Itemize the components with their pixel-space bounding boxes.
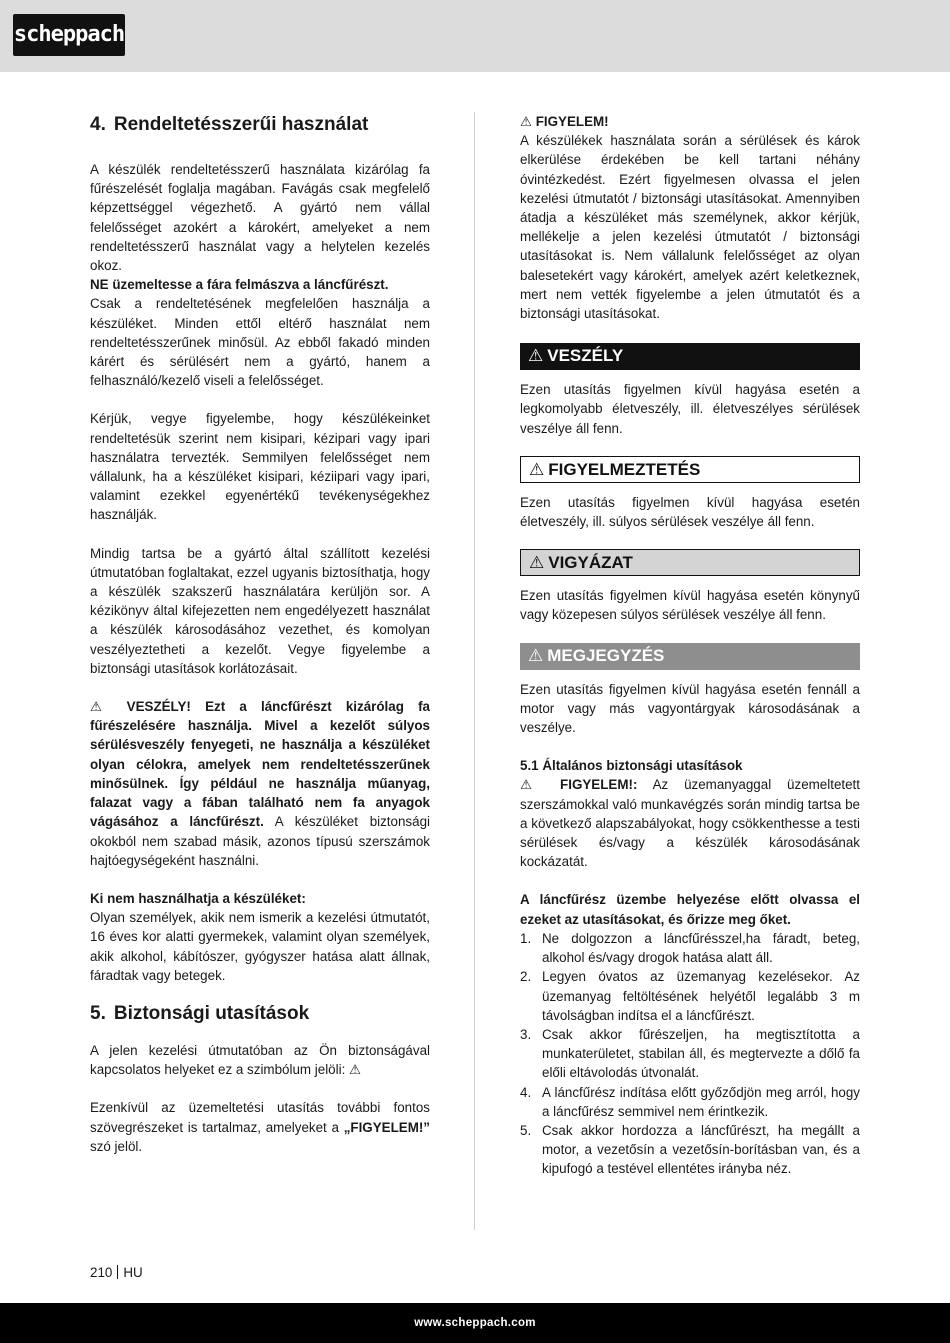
- section-4-heading: 4. Rendeltetésszerűi használat: [90, 114, 369, 135]
- warning-triangle-icon: ⚠: [529, 553, 545, 573]
- attention-title: ⚠ FIGYELEM!: [520, 114, 609, 129]
- paragraph: A készülékek használata során a sérülések és károk elkerülése érdekében be kell tartani néhány óvintézkedést. Ezért figyelmesen olvassa el jelen kezelési útmutatót / biztonsági utasításokat. Amennyiben átadja a készüléket más személynek, akkor kérjük, mellékelje a jelen kezelési útmutatót / biztonsági utasításokat is. Nem vállalunk felelősséget az olyan balesetekért vagy károkért, amelyek azért keletkeznek, mert nem vették figyelembe a jelen útmutatót és a biztonsági utasításokat.: [520, 133, 860, 322]
- list-item: 5. Csak akkor hordozza a láncfűrészt, ha megállt a motor, a vezetősín a vezetősín-borításban van, és a kipufogó a testével ellentétes irányba néz.: [520, 1122, 860, 1177]
- website-link[interactable]: www.scheppach.com: [414, 1317, 536, 1329]
- danger-paragraph: ⚠ VESZÉLY! Ezt a láncfűrészt kizárólag fa fűrészelésére használja. Mivel a kezelőt súlyos sérülésveszély fenyegeti, ne használja a készüléket olyan célokra, amelyek nem rendeltetésszerűnek minősülnek. Így például ne használja műanyag, falazat vagy a fában található nem fa anyagok vágásához a láncfűrészt. A készüléket biztonsági okokból nem szabad másik, azonos típusú szerszámok hajtóegységeként használni.: [90, 699, 430, 868]
- brand-logo: scheppach: [13, 14, 125, 56]
- list-item: 3. Csak akkor fűrészeljen, ha megtisztította a munkaterületet, stabilan áll, és megtervezte a dőlő fa előli eltávolodás útvonalát.: [520, 1026, 860, 1081]
- warning-triangle-icon: ⚠: [528, 346, 544, 366]
- paragraph: A jelen kezelési útmutatóban az Ön biztonságával kapcsolatos helyeket ez a szimbólum jelöli: ⚠: [90, 1042, 430, 1078]
- rules-list: [520, 929, 860, 1179]
- warning-triangle-icon: ⚠: [528, 645, 544, 665]
- paragraph: Ezenkívül az üzemeltetési utasítás további fontos szövegrészeket is tartalmaz, amelyeket a „FIGYELEM!” szó jelöl.: [90, 1100, 430, 1154]
- paragraph: A készülék rendeltetésszerű használata kizárólag fa fűrészelését foglalja magában. Favágás csak megfelelő képzettséggel végezhető. A gyártó nem vállal felelősséget azokért a károkért, amelyeket a nem rendeltetésszerű használat vagy a helytelen kezelés okoz.: [90, 162, 430, 274]
- paragraph: Csak a rendeltetésének megfelelően használja a készüléket. Minden ettől eltérő használat nem rendeltetésszerűnek minősül. Az ebből fakadó minden kárért és sérülésért nem a gyártó, hanem a felhasználó/kezelő viseli a felelősséget.: [90, 296, 430, 389]
- danger-box: ⚠ VESZÉLY: [520, 343, 860, 370]
- paragraph: Ezen utasítás figyelmen kívül hagyása esetén életveszély, ill. súlyos sérülések veszélye áll fenn.: [520, 494, 860, 530]
- subheading: Ki nem használhatja a készüléket:: [90, 890, 306, 906]
- paragraph: Mindig tartsa be a gyártó által szállított kezelési útmutatóban foglaltakat, ezzel ugyanis biztosíthatja, hogy a készülék szakszerű használatára kerüljön sor. A kézikönyv által kifejezetten nem engedélyezett használat a készülék károsodásához vezethet, és komolyan veszélyeztetheti a kezelőt. Vegye figyelembe a biztonsági utasítások korlátozásait.: [90, 545, 430, 676]
- paragraph: Kérjük, vegye figyelembe, hogy készülékeinket rendeltetésük szerint nem kisipari, kézipari vagy ipari használatra tervezték. Semmilyen felelősséget nem vállalunk, ha a készüléket kisipari, kéziipari vagy ipari, valamint ezekkel egyenértékű tevékenységekhez használják.: [90, 411, 430, 523]
- paragraph: Ezen utasítás figyelmen kívül hagyása esetén a legkomolyabb életveszély, ill. életveszélyes sérülések veszélye áll fenn.: [520, 382, 860, 436]
- footer-bar: [0, 1303, 950, 1343]
- paragraph-bold: A láncfűrész üzembe helyezése előtt olvassa el ezeket az utasításokat, és őrizze meg őket.: [520, 892, 860, 927]
- paragraph: Ezen utasítás figyelmen kívül hagyása esetén könynyű vagy közepesen súlyos sérülések veszélye áll fenn.: [520, 588, 860, 623]
- note-box: ⚠ MEGJEGYZÉS: [520, 643, 860, 670]
- paragraph-bold: NE üzemeltesse a fára felmászva a láncfűrészt.: [90, 277, 389, 293]
- paragraph: ⚠ FIGYELEM!: Az üzemanyaggal üzemeltetett szerszámokkal való munkavégzés során mindig tartsa be a következő alapszabályokat, hogy csökkenthesse a testi sérülések és/vagy a készülék károsodásának kockázatát.: [520, 777, 860, 870]
- subsection-5-1-heading: 5.1 Általános biztonsági utasítások: [520, 758, 743, 774]
- paragraph: Ezen utasítás figyelmen kívül hagyása esetén fennáll a motor vagy más vagyontárgyak károsodásának a veszélye.: [520, 681, 860, 736]
- list-item: 4. A láncfűrész indítása előtt győződjön meg arról, hogy a láncfűrész semmivel nem érintkezik.: [520, 1084, 860, 1119]
- right-column: [520, 112, 860, 1179]
- section-5-heading: 5. Biztonsági utasítások: [90, 1002, 310, 1024]
- warning-triangle-icon: ⚠: [529, 459, 545, 479]
- list-item: 1. Ne dolgozzon a láncfűrésszel,ha fáradt, beteg, alkohol és/vagy drogok hatása alatt áll.: [520, 930, 860, 966]
- paragraph: Olyan személyek, akik nem ismerik a kezelési útmutatót, 16 éves kor alatti gyermekek, valamint olyan személyek, akik alkohol, kábítószer, gyógyszer hatása alatt állnak, fáradtak vagy betegek.: [90, 910, 430, 983]
- caution-box: ⚠ VIGYÁZAT: [520, 549, 860, 576]
- page-number: 210 HU: [90, 1265, 143, 1280]
- warning-box: ⚠ FIGYELMEZTETÉS: [520, 456, 860, 483]
- header-bar: [0, 0, 950, 72]
- left-column: [90, 112, 430, 1156]
- column-divider: [474, 112, 475, 1230]
- list-item: 2. Legyen óvatos az üzemanyag kezelésekor. Az üzemanyag feltöltésének helyétől legalább 3 m távolságban indítsa el a láncfűrészt.: [520, 969, 860, 1023]
